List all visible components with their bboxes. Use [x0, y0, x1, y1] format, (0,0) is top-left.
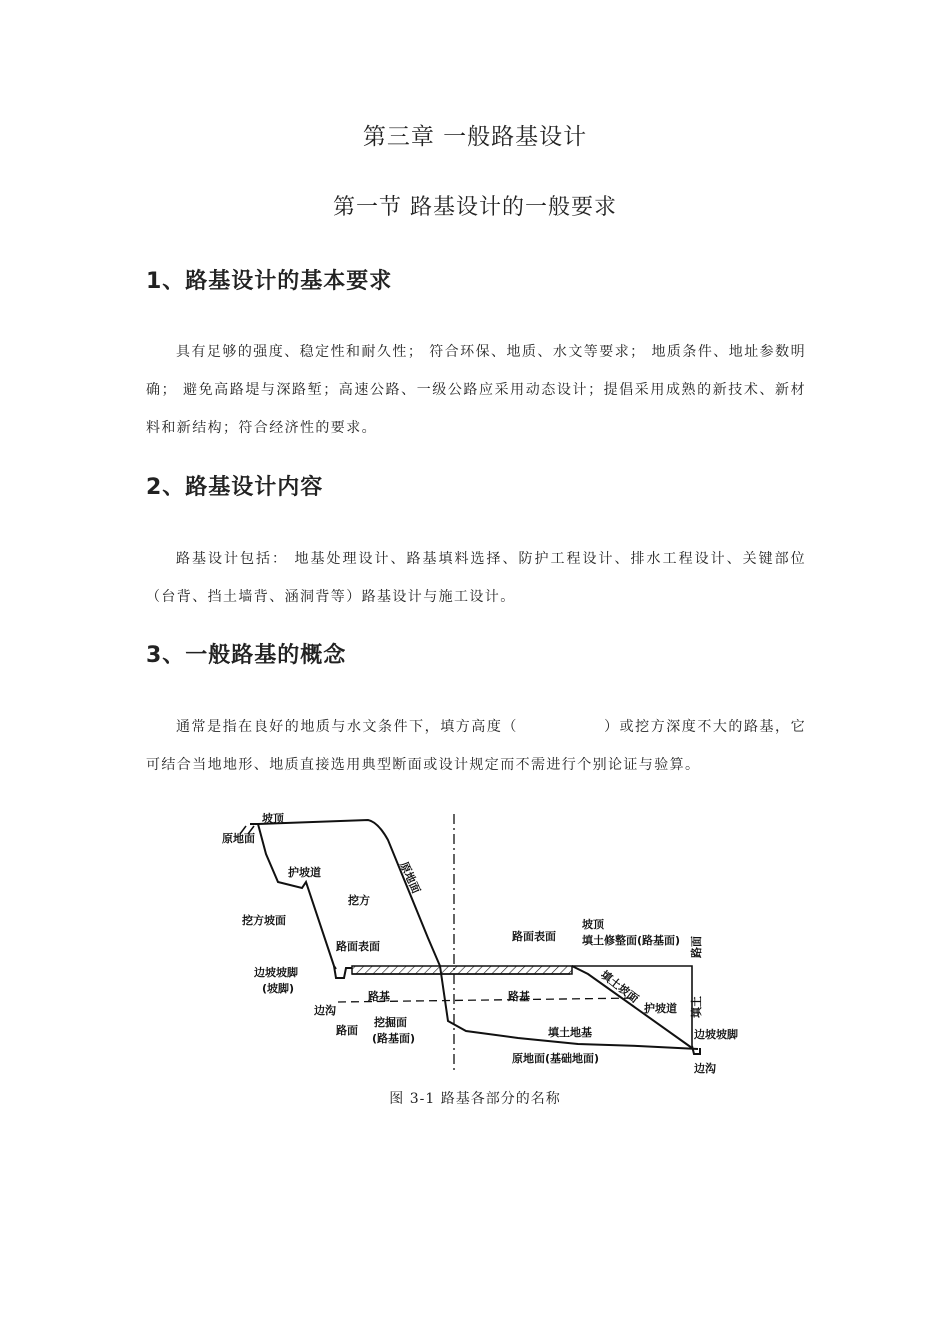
ditch-left-shape	[334, 966, 352, 978]
label-original-ground-foundation: 原地面(基础地面)	[512, 1052, 600, 1065]
general-roadbed-text-before: 通常是指在良好的地质与水文条件下，填方高度（	[176, 719, 518, 735]
section-title: 第一节 路基设计的一般要求	[333, 195, 617, 220]
berm-left-line	[258, 824, 336, 969]
label-original-ground-slanted: 原地面	[397, 859, 423, 896]
label-pavement-surface-left: 路面表面	[336, 940, 380, 953]
label-berm-left: 护坡道	[288, 866, 321, 879]
paragraph-design-content-text: 路基设计包括： 地基处理设计、路基填料选择、防护工程设计、排水工程设计、关键部位（台背、挡土墙背、涵洞背等）路基设计与施工设计。	[146, 551, 806, 605]
heading-general-roadbed: 3、一般路基的概念	[146, 643, 347, 668]
label-subgrade-surface-left: (路基面)	[372, 1032, 416, 1045]
label-cut: 挖方	[348, 894, 370, 907]
heading-basic-requirements: 1、路基设计的基本要求	[146, 269, 393, 294]
paragraph-design-content	[146, 540, 806, 616]
paragraph-basic-requirements-text: 具有足够的强度、稳定性和耐久性； 符合环保、地质、水文等要求； 地质条件、地址参数明确； 避免高路堤与深路堑；高速公路、一级公路应采用动态设计；提倡采用成熟的新技术、新材料和新结构；符合经济性的要求。	[146, 344, 806, 436]
label-toe-paren: (坡脚)	[262, 982, 295, 995]
label-cut-slope: 挖方坡面	[242, 914, 286, 927]
label-fill-trimmed-surface: 填土修整面(路基面)	[582, 934, 681, 947]
label-slope-top-right: 坡顶	[582, 918, 604, 931]
ditch-right-shape	[692, 1046, 700, 1054]
label-fill-slope: 填土坡面	[598, 968, 641, 1006]
label-berm-right: 护坡道	[644, 1002, 677, 1015]
label-side-slope-toe-right: 边坡坡脚	[694, 1028, 738, 1041]
general-roadbed-text-after: ）或挖方深度不大的路基，它可结合当地地形、地质直接选用典型断面或设计规定而不需进行个别论证与验算。	[146, 719, 806, 773]
heading-design-content: 2、路基设计内容	[146, 475, 324, 500]
label-ditch-left: 边沟	[314, 1004, 336, 1017]
paragraph-general-roadbed	[146, 708, 806, 784]
label-pavement-surface-right: 路面表面	[512, 930, 556, 943]
figure-caption: 图 3-1 路基各部分的名称	[389, 1091, 561, 1107]
label-fill-foundation: 填土地基	[548, 1026, 592, 1039]
label-excavated-surface: 挖掘面	[374, 1016, 407, 1029]
pavement-layer	[352, 966, 572, 974]
label-ditch-right: 边沟	[694, 1062, 716, 1075]
label-pavement-vertical: 路面	[690, 936, 703, 958]
chapter-title: 第三章 一般路基设计	[362, 124, 588, 150]
paragraph-basic-requirements	[146, 333, 806, 447]
label-original-ground-left: 原地面	[222, 832, 255, 845]
label-pavement-left: 路面	[336, 1024, 358, 1037]
label-side-slope-toe-left: 边坡坡脚	[254, 966, 298, 979]
label-roadbed-center: 路基	[508, 990, 530, 1003]
roadbed-cross-section-diagram	[218, 806, 758, 1086]
label-roadbed-left: 路基	[368, 990, 390, 1003]
label-slope-top-left: 坡顶	[262, 812, 284, 825]
label-fill-vertical: 填土	[690, 996, 703, 1018]
